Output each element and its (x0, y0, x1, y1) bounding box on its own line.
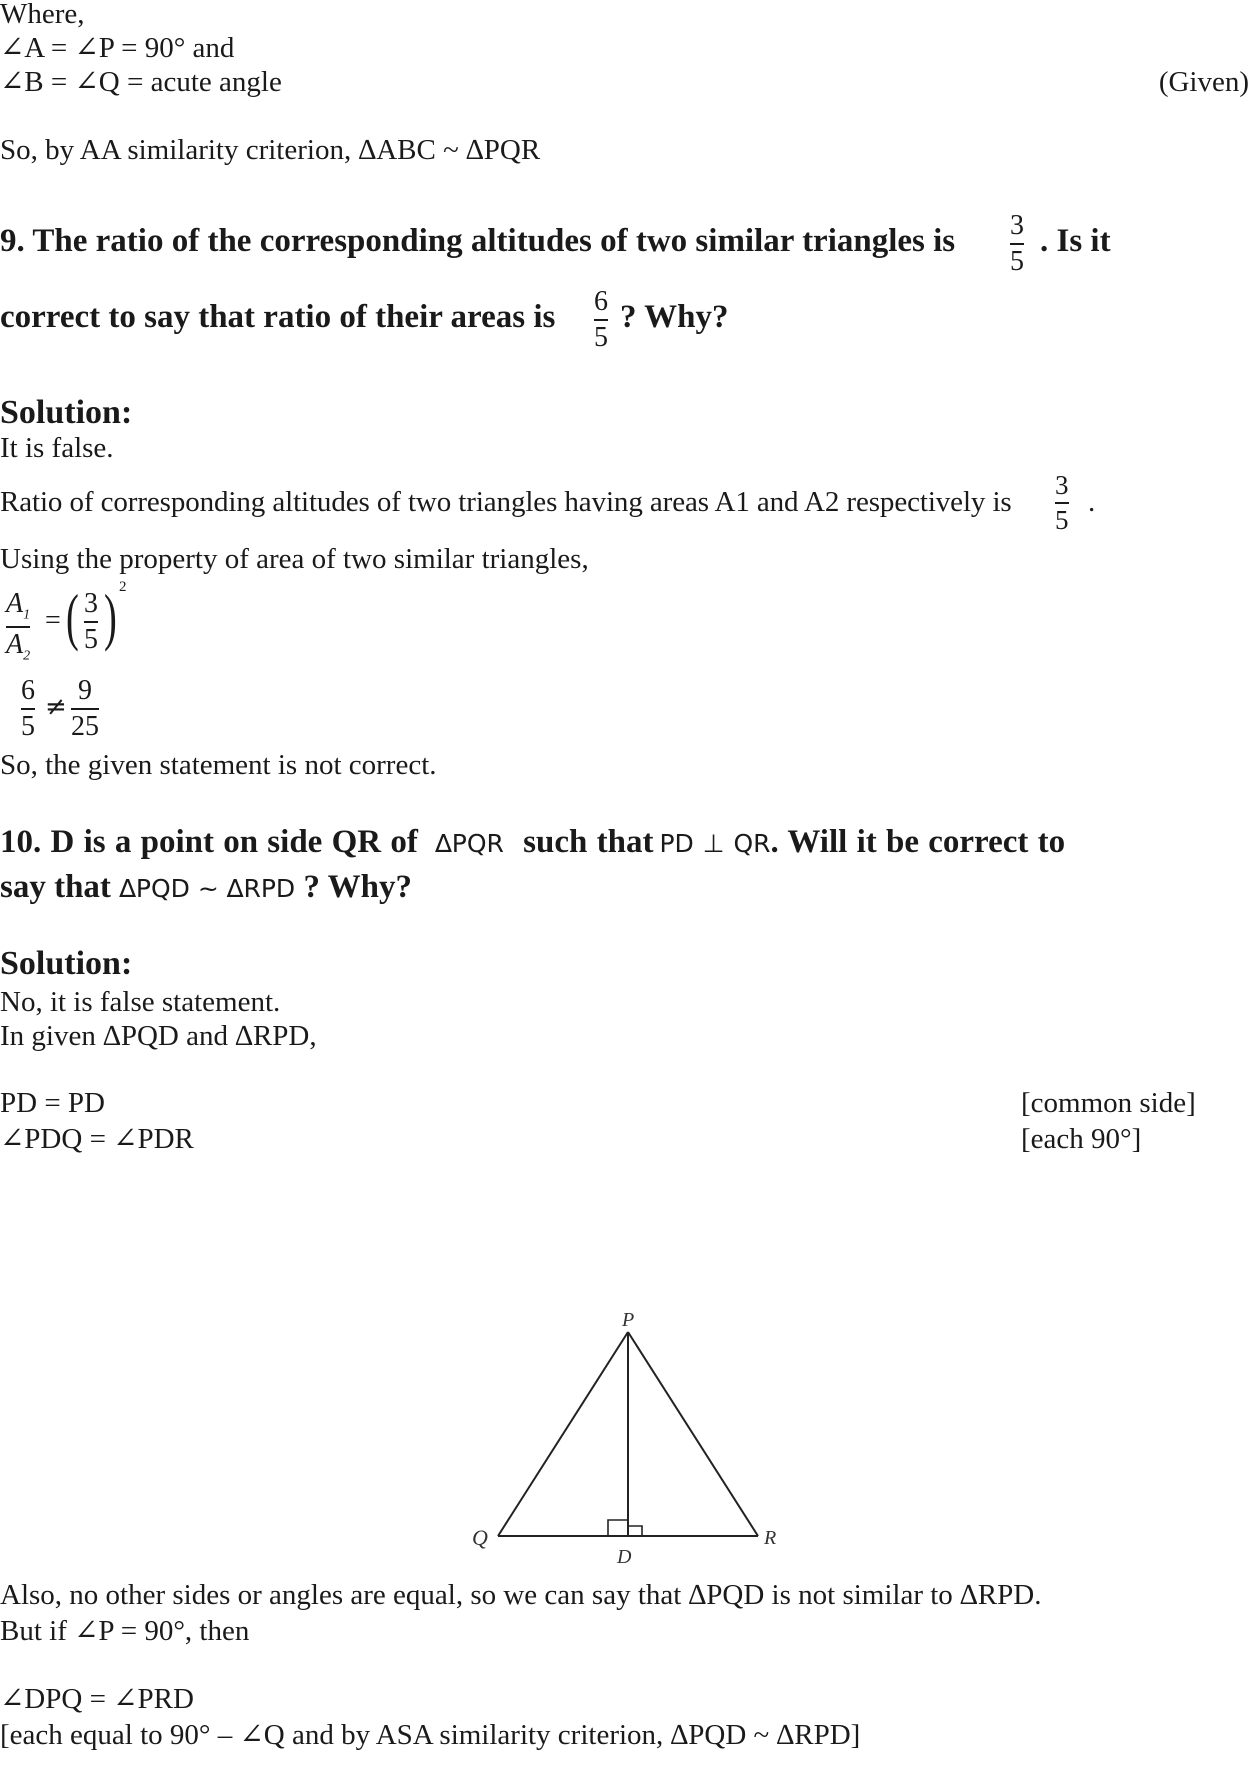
eq-area-ratio: $A_1$ $A_2$ (6, 588, 31, 664)
label-r: R (764, 1527, 777, 1549)
q10-common-side: PD = PD (0, 1087, 105, 1119)
q10-heading-line1: 10. D is a point on side QR of ∆PQR such that PD ⊥ QR. Will it be correct to (0, 824, 1066, 860)
q9-solution-line1: It is false. (0, 432, 114, 464)
q9-solution-line2: Ratio of corresponding altitudes of two triangles having areas A1 and A2 respectively is (0, 486, 1012, 518)
q9-fraction-6-5: 6 5 (594, 286, 608, 353)
triangle-figure (460, 1300, 800, 1570)
aa-conclusion: So, by AA similarity criterion, ∆ABC ~ ∆PQR (0, 134, 541, 166)
q9-solution-line2-end: . (1088, 486, 1096, 518)
q10-heading-line2: say that ∆PQD ~ ∆RPD ? Why? (0, 869, 412, 905)
right-angle-mark-right (628, 1526, 642, 1536)
where-label: Where, (0, 0, 85, 30)
q9-solution-line4: So, the given statement is not correct. (0, 749, 437, 781)
q9-fraction-3-5: 3 5 (1010, 210, 1024, 277)
right-angle-mark-left (608, 1520, 628, 1536)
eq-fraction-3-5: 3 5 (84, 588, 98, 655)
q10-solution-line4: But if ∠P = 90°, then (0, 1615, 250, 1647)
eq-fraction-9-25: 9 25 (71, 675, 99, 742)
q9-heading-line1: 9. The ratio of the corresponding altitudes of two similar triangles is (0, 223, 956, 259)
eq-left-paren: ( (66, 581, 79, 652)
eq-equals: = (45, 605, 61, 636)
q9-heading-line2: correct to say that ratio of their areas is (0, 299, 556, 335)
q9-heading-line2-end: ? Why? (620, 299, 729, 335)
q9-solution-fraction: 3 5 (1055, 470, 1069, 535)
q10-solution-line1: No, it is false statement. (0, 986, 281, 1018)
q9-heading-line1-end: . Is it (1040, 223, 1111, 259)
eq-not-equal: ≠ (45, 692, 67, 722)
eq-fraction-6-5: 6 5 (21, 675, 35, 742)
given-label: (Given) (1158, 66, 1249, 98)
q10-solution-heading: Solution: (0, 945, 133, 982)
eq-right-paren: ) (104, 581, 117, 652)
side-pr (628, 1332, 758, 1536)
label-p: P (622, 1309, 635, 1331)
q10-right-angles-reason: [each 90°] (1021, 1123, 1142, 1155)
q10-right-angles: ∠PDQ = ∠PDR (0, 1123, 194, 1155)
q9-solution-line3: Using the property of area of two similar triangles, (0, 543, 589, 575)
eq-exponent: 2 (119, 579, 127, 595)
angle-equality-acute: ∠B = ∠Q = acute angle (0, 66, 282, 98)
q10-similarity-claim: ∆PQD ~ ∆RPD (119, 874, 296, 903)
label-q: Q (472, 1525, 488, 1550)
q10-solution-line6: [each equal to 90° – ∠Q and by ASA similarity criterion, ∆PQD ~ ∆RPD] (0, 1719, 861, 1751)
q10-perpendicular: PD ⊥ QR (659, 829, 771, 858)
side-pq (498, 1332, 628, 1536)
q10-solution-line5: ∠DPQ = ∠PRD (0, 1683, 194, 1715)
q9-solution-heading: Solution: (0, 394, 133, 431)
q10-triangle-pqr: ∆PQR (435, 829, 504, 858)
angle-equality-right: ∠A = ∠P = 90° and (0, 32, 235, 64)
q10-solution-line2: In given ∆PQD and ∆RPD, (0, 1020, 317, 1052)
label-d: D (617, 1546, 632, 1568)
q10-common-side-reason: [common side] (1021, 1087, 1196, 1119)
q10-solution-line3: Also, no other sides or angles are equal, so we can say that ∆PQD is not similar to ∆RPD. (0, 1579, 1042, 1611)
